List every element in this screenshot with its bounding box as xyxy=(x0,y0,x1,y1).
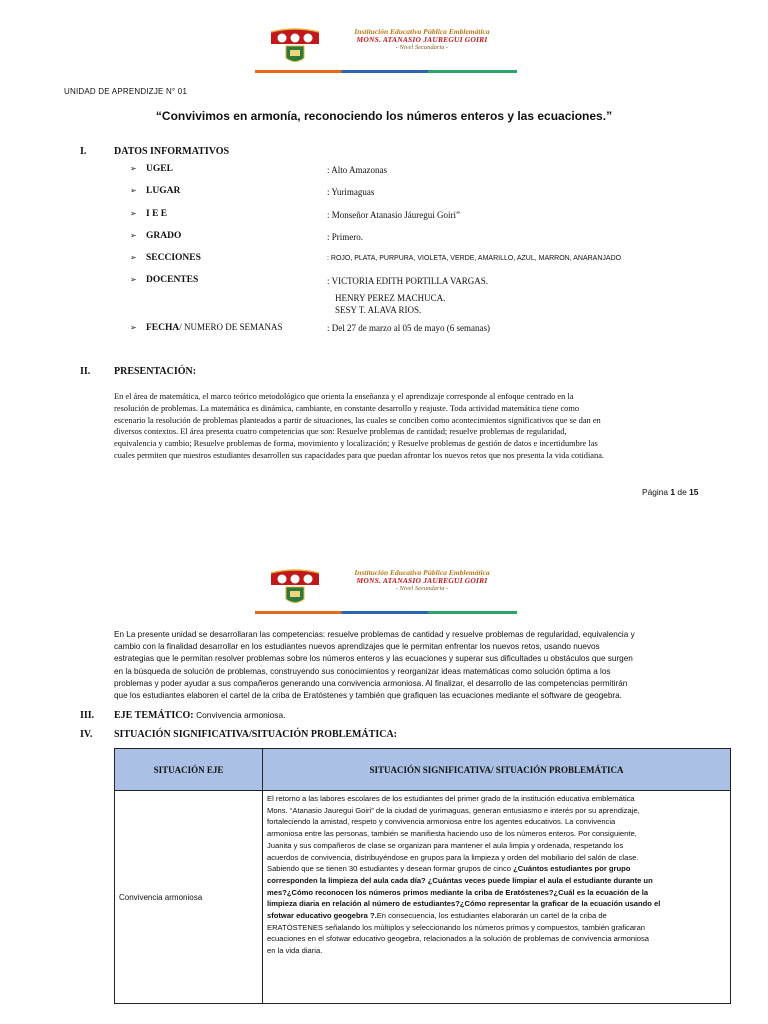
info-row-iee xyxy=(130,209,167,219)
section2-number: II. xyxy=(80,366,91,377)
situation-line-text: Sabiendo que se tienen 30 estudiantes y desean formar grupos de cinco xyxy=(267,864,514,874)
paragraph-line: estrategias que le permitan resolver problemas sobre los números enteros y las ecuaciones y superar sus dificultades u obstáculos que surgen xyxy=(114,654,633,664)
situation-line xyxy=(267,910,726,922)
info-value: : Alto Amazonas xyxy=(327,165,387,175)
institution-header xyxy=(255,24,517,74)
info-row-secciones xyxy=(130,253,201,263)
table-header: SITUACIÓN EJE xyxy=(115,749,263,791)
paragraph-line: escenario la resolución de problemas planteados a partir de situaciones, las cuales se conciben como acontecimientos significativos que se dan en xyxy=(114,415,601,425)
info-label: SECCIONES xyxy=(146,253,201,263)
institution-line2: MONS. ATANASIO JAUREGUI GOIRI xyxy=(356,576,488,585)
paragraph-line: En el área de matemática, el marco teórico metodológico que orienta la enseñanza y el aprendizaje corresponde al enfoque centrado en la xyxy=(114,392,574,401)
paragraph-line: que los estudiantes elaboren el cartel de la criba de Eratóstenes y también que grafiquen las ecuaciones mediante el software de geogebra. xyxy=(114,691,622,701)
main-title: “Convivimos en armonía, reconociendo los números enteros y las ecuaciones.” xyxy=(155,109,613,123)
situation-line: ERATÓSTENES señalando los múltiplos y seleccionando los números primos y compuestos, también graficaran xyxy=(267,922,646,932)
page-number-prefix: Página xyxy=(642,487,671,497)
institution-name xyxy=(327,28,517,52)
section1-title: DATOS INFORMATIVOS xyxy=(114,146,230,157)
page-number-current: 1 xyxy=(670,487,676,497)
page-number xyxy=(642,487,698,497)
eje-cell: Convivencia armoniosa xyxy=(115,791,263,1004)
arrow-icon: ➢ xyxy=(130,164,137,173)
table-header-row xyxy=(115,749,731,791)
section4-title: SITUACIÓN SIGNIFICATIVA/SITUACIÓN PROBLEMÁTICA: xyxy=(114,729,398,740)
institution-line3: - Nivel Secundaria - xyxy=(395,585,449,592)
situation-line xyxy=(267,863,726,875)
info-row-lugar xyxy=(130,186,180,196)
info-label: FECHA xyxy=(146,323,180,333)
info-label: I E E xyxy=(146,209,168,219)
situation-question: corresponden la limpieza del aula cada día? ¿Cuántas veces puede limpiar el aula el estudiante durante un xyxy=(267,875,653,885)
institution-line2: MONS. ATANASIO JAUREGUI GOIRI xyxy=(356,35,488,44)
section3-title: EJE TEMÁTICO: Convivencia armoniosa. xyxy=(114,710,286,721)
info-row-grado xyxy=(130,231,181,241)
page-number-total: 15 xyxy=(689,487,699,497)
section1-number: I. xyxy=(80,146,87,157)
section3-number: III. xyxy=(80,710,95,721)
info-row-fecha xyxy=(130,322,283,333)
arrow-icon: ➢ xyxy=(130,231,137,240)
arrow-icon: ➢ xyxy=(130,253,137,262)
institution-line3: - Nivel Secundaria - xyxy=(395,44,449,51)
paragraph-line: en la búsqueda de solución de problemas, construyendo sus conocimientos y reorganizar ideas matemáticas como solución óptima a los xyxy=(114,666,611,676)
situation-table xyxy=(114,748,731,1004)
institution-line1: Institución Educativa Pública Emblemática xyxy=(354,568,490,577)
paragraph-line: cuales permiten que nuestros estudiantes desarrollen sus capacidades para que puedan afrontar los nuevos retos que nos presenta la vida cotidiana. xyxy=(114,450,604,460)
arrow-icon: ➢ xyxy=(130,186,137,195)
situation-line: en la vida diaria. xyxy=(267,946,323,956)
info-label: UGEL xyxy=(146,164,173,174)
institution-name xyxy=(327,569,517,593)
situation-question: sfotwar educativo geogebra ?. xyxy=(267,911,377,921)
arrow-icon: ➢ xyxy=(130,323,137,332)
info-row-ugel xyxy=(130,164,173,174)
paragraph-line: equivalencia y cambio; Resuelve problemas de forma, movimiento y localización; y Resuelve problemas de gestión de datos e incertidumbre las xyxy=(114,439,598,449)
header-stripe xyxy=(255,70,517,73)
situation-line: fortaleciendo la amistad, respeto y convivencia armoniosa entre los agentes educativos. La convivencia xyxy=(267,817,616,827)
docente-extra: HENRY PEREZ MACHUCA. xyxy=(335,293,446,303)
situation-line: Juanita y sus compañeros de clase se organizan para mantener el aula limpia y ordenada, respetando los xyxy=(267,840,624,850)
situation-line-text: En consecuencia, los estudiantes elaborarán un cartel de la criba de xyxy=(376,911,607,921)
header-stripe xyxy=(255,611,517,614)
situation-line: acuerdos de convivencia, distribuyéndose en grupos para la limpieza y orden del mobiliario del salón de clase. xyxy=(267,852,639,862)
paragraph-line: diversos contextos. El área presenta cuatro competencias que son: Resuelve problemas de cantidad; resuelve problemas de regularidad, xyxy=(114,427,567,437)
info-label: DOCENTES xyxy=(146,275,199,285)
situation-line: El retorno a las labores escolares de los estudiantes del primer grado de la institución educativa emblemática xyxy=(267,794,635,803)
section3-value: Convivencia armoniosa. xyxy=(196,710,286,720)
institution-header xyxy=(255,565,517,615)
info-label: GRADO xyxy=(146,231,182,241)
arrow-icon: ➢ xyxy=(130,275,137,284)
paragraph-line: En La presente unidad se desarrollaran las competencias: resuelve problemas de cantidad y resuelve problemas de regularidad, equivalencia y xyxy=(114,630,635,639)
info-label: LUGAR xyxy=(146,186,181,196)
table-row xyxy=(115,791,731,1004)
info-value: : Monseñor Atanasio Jáuregui Goiri” xyxy=(327,210,460,220)
school-logo xyxy=(269,569,321,607)
section2-title: PRESENTACIÓN: xyxy=(114,366,197,377)
info-value: : ROJO, PLATA, PURPURA, VIOLETA, VERDE, AMARILLO, AZUL, MARRON, ANARANJADO xyxy=(327,255,622,262)
presentation-paragraph xyxy=(114,391,700,462)
institution-line1: Institución Educativa Pública Emblemática xyxy=(354,27,490,36)
situation-question: limpieza diaria en relación al número de estudiantes?¿Cómo representar la graficar de la ecuación usando el xyxy=(267,899,661,909)
unit-intro-paragraph xyxy=(114,629,700,702)
situation-line: ecuaciones en el sfotwar educativo geogebra, relacionados a la solución de problemas de convivencia armoniosa xyxy=(267,934,650,944)
situation-question: mes?¿Cómo reconocen los números primos mediante la criba de Eratóstenes?¿Cuál es la ecuación de la xyxy=(267,887,649,897)
info-value: : Del 27 de marzo al 05 de mayo (6 semanas) xyxy=(327,323,490,333)
arrow-icon: ➢ xyxy=(130,209,137,218)
school-logo xyxy=(269,28,321,66)
info-value: : Primero. xyxy=(327,232,363,242)
situation-question: ¿Cuántos estudiantes por grupo xyxy=(513,864,631,874)
paragraph-line: cambio con la finalidad desarrollar en los estudiantes nuevos aprendizajes que le permitan enfrentar los nuevos retos, usando nuevos xyxy=(114,642,600,652)
info-label-suffix: / NUMERO DE SEMANAS xyxy=(179,322,283,332)
situation-cell xyxy=(263,791,731,1004)
situation-line: armoniosa entre las personas, también se manifiesta haciendo uso de los números enteros. Por consiguiente, xyxy=(267,829,637,839)
table-header: SITUACIÓN SIGNIFICATIVA/ SITUACIÓN PROBLEMÁTICA xyxy=(263,749,731,791)
info-value: : VICTORIA EDITH PORTILLA VARGAS. xyxy=(327,276,489,286)
section3-title-text: EJE TEMÁTICO xyxy=(114,710,191,721)
paragraph-line: resolución de problemas. La matemática es dinámica, cambiante, en constante desarrollo y reajuste. Toda actividad matemática tiene como xyxy=(114,403,580,413)
section4-number: IV. xyxy=(80,729,93,740)
situation-line: Mons. “Atanasio Jauregui Goiri” de la ciudad de yurimaguas, generan entusiasmo e interés por su aprendizaje, xyxy=(267,805,640,815)
docente-extra: SESY T. ALAVA RIOS. xyxy=(335,305,422,315)
page-number-middle: de xyxy=(675,487,690,497)
paragraph-line: problemas y poder ayudar a sus compañeros generando una convivencia armoniosa. Al finalizar, el desarrollo de las competencias permitirán xyxy=(114,678,628,688)
info-value: : Yurimaguas xyxy=(327,187,375,197)
unit-label: UNIDAD DE APRENDIZJE N° 01 xyxy=(64,87,188,96)
info-row-docentes xyxy=(130,275,198,285)
